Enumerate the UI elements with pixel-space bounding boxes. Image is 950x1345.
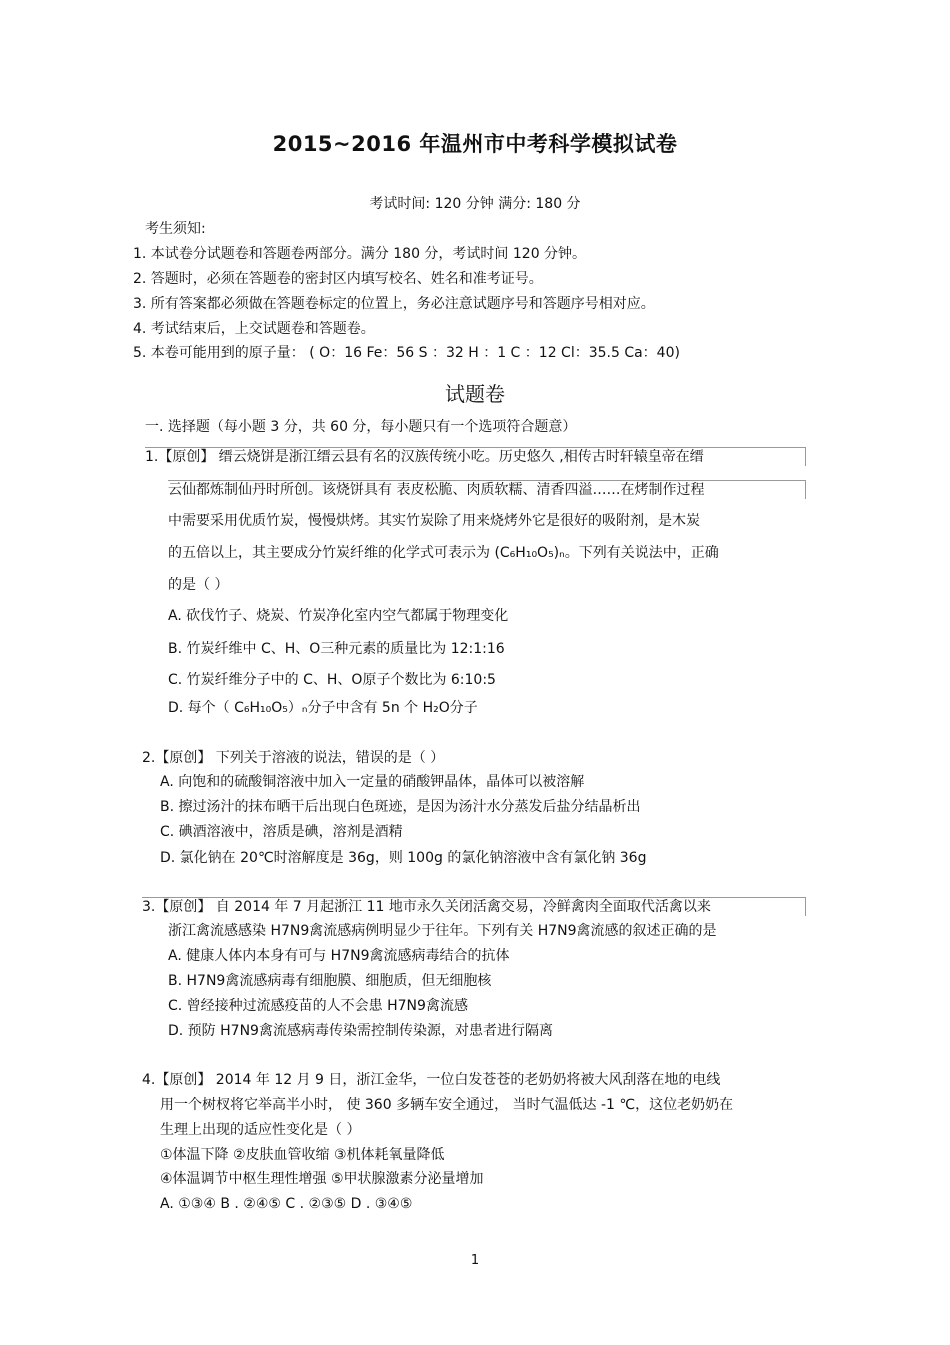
q1-stem-line: 云仙都炼制仙丹时所创。该烧饼具有 表皮松脆、肉质软糯、清香四溢……在烤制作过程	[168, 480, 806, 499]
q1-stem-line: 中需要采用优质竹炭，慢慢烘烤。其实竹炭除了用来烧烤外它是很好的吸附剂，是木炭	[168, 513, 700, 529]
q4-stem-line: 用一个树杈将它举高半小时， 使 360 多辆车安全通过， 当时气温低达 -1 ℃，这位老奶奶在	[160, 1097, 734, 1113]
q4-choice-line: ④体温调节中枢生理性增强 ⑤甲状腺激素分泌量增加	[160, 1171, 484, 1187]
q1-option-a: A. 砍伐竹子、烧炭、竹炭净化室内空气都属于物理变化	[168, 608, 509, 624]
q2-option-c: C. 碘酒溶液中，溶质是碘，溶剂是酒精	[160, 824, 403, 840]
notice-item: 2. 答题时，必须在答题卷的密封区内填写校名、姓名和准考证号。	[133, 271, 543, 287]
notice-item: 1. 本试卷分试题卷和答题卷两部分。满分 180 分，考试时间 120 分钟。	[133, 246, 587, 262]
q2-stem: 2.【原创】 下列关于溶液的说法，错误的是（ ）	[142, 750, 445, 766]
q1-stem-line: 的五倍以上，其主要成分竹炭纤维的化学式可表示为 (C₆H₁₀O₅)ₙ。下列有关说法中，正确	[168, 545, 719, 561]
q1-stem-line: 1.【原创】 缙云烧饼是浙江缙云县有名的汉族传统小吃。历史悠久 ,相传古时轩辕皇帝在缙	[145, 447, 806, 466]
q1-option-c: C. 竹炭纤维分子中的 C、H、O原子个数比为 6:10:5	[168, 672, 496, 688]
page-number: 1	[470, 1253, 480, 1268]
q1-option-d: D. 每个（ C₆H₁₀O₅）ₙ分子中含有 5n 个 H₂O分子	[168, 700, 478, 716]
notice-item: 4. 考试结束后，上交试题卷和答题卷。	[133, 321, 375, 337]
q1-option-b: B. 竹炭纤维中 C、H、O三种元素的质量比为 12:1:16	[168, 641, 505, 657]
q4-choice-line: ①体温下降 ②皮肤血管收缩 ③机体耗氧量降低	[160, 1147, 445, 1163]
part-heading: 一. 选择题（每小题 3 分，共 60 分，每小题只有一个选项符合题意）	[145, 419, 577, 435]
q2-option-a: A. 向饱和的硫酸铜溶液中加入一定量的硝酸钾晶体，晶体可以被溶解	[160, 774, 585, 790]
exam-title: 2015~2016 年温州市中考科学模拟试卷	[272, 132, 678, 156]
notice-item: 5. 本卷可能用到的原子量： ( O：16 Fe：56 S ：32 H ：1 C ：12 Cl：35.5 Ca：40)	[133, 345, 680, 361]
q3-option-b: B. H7N9禽流感病毒有细胞膜、细胞质，但无细胞核	[168, 973, 492, 989]
notice-heading: 考生须知:	[145, 221, 206, 237]
q2-option-b: B. 擦过汤汁的抹布晒干后出现白色斑迹，是因为汤汁水分蒸发后盐分结晶析出	[160, 799, 641, 815]
section-title: 试题卷	[445, 382, 505, 406]
q4-stem-line: 生理上出现的适应性变化是（ ）	[160, 1122, 361, 1138]
notice-item: 3. 所有答案都必须做在答题卷标定的位置上，务必注意试题序号和答题序号相对应。	[133, 296, 655, 312]
q2-option-d: D. 氯化钠在 20℃时溶解度是 36g，则 100g 的氯化钠溶液中含有氯化钠 36g	[160, 850, 647, 866]
q3-stem-line: 浙江禽流感感染 H7N9禽流感病例明显少于往年。下列有关 H7N9禽流感的叙述正确的是	[168, 923, 717, 939]
q4-stem-line: 4.【原创】 2014 年 12 月 9 日，浙江金华，一位白发苍苍的老奶奶将被大风刮落在地的电线	[142, 1072, 721, 1088]
q3-stem-line: 3.【原创】 自 2014 年 7 月起浙江 11 地市永久关闭活禽交易，冷鲜禽肉全面取代活禽以来	[142, 897, 806, 916]
q3-option-c: C. 曾经接种过流感疫苗的人不会患 H7N9禽流感	[168, 998, 468, 1014]
q4-options: A. ①③④ B . ②④⑤ C . ②③⑤ D . ③④⑤	[160, 1196, 413, 1212]
q1-stem-line: 的是（ ）	[168, 577, 229, 593]
q3-option-a: A. 健康人体内本身有可与 H7N9禽流感病毒结合的抗体	[168, 948, 510, 964]
exam-info: 考试时间: 120 分钟 满分: 180 分	[369, 196, 581, 212]
q3-option-d: D. 预防 H7N9禽流感病毒传染需控制传染源，对患者进行隔离	[168, 1023, 553, 1039]
